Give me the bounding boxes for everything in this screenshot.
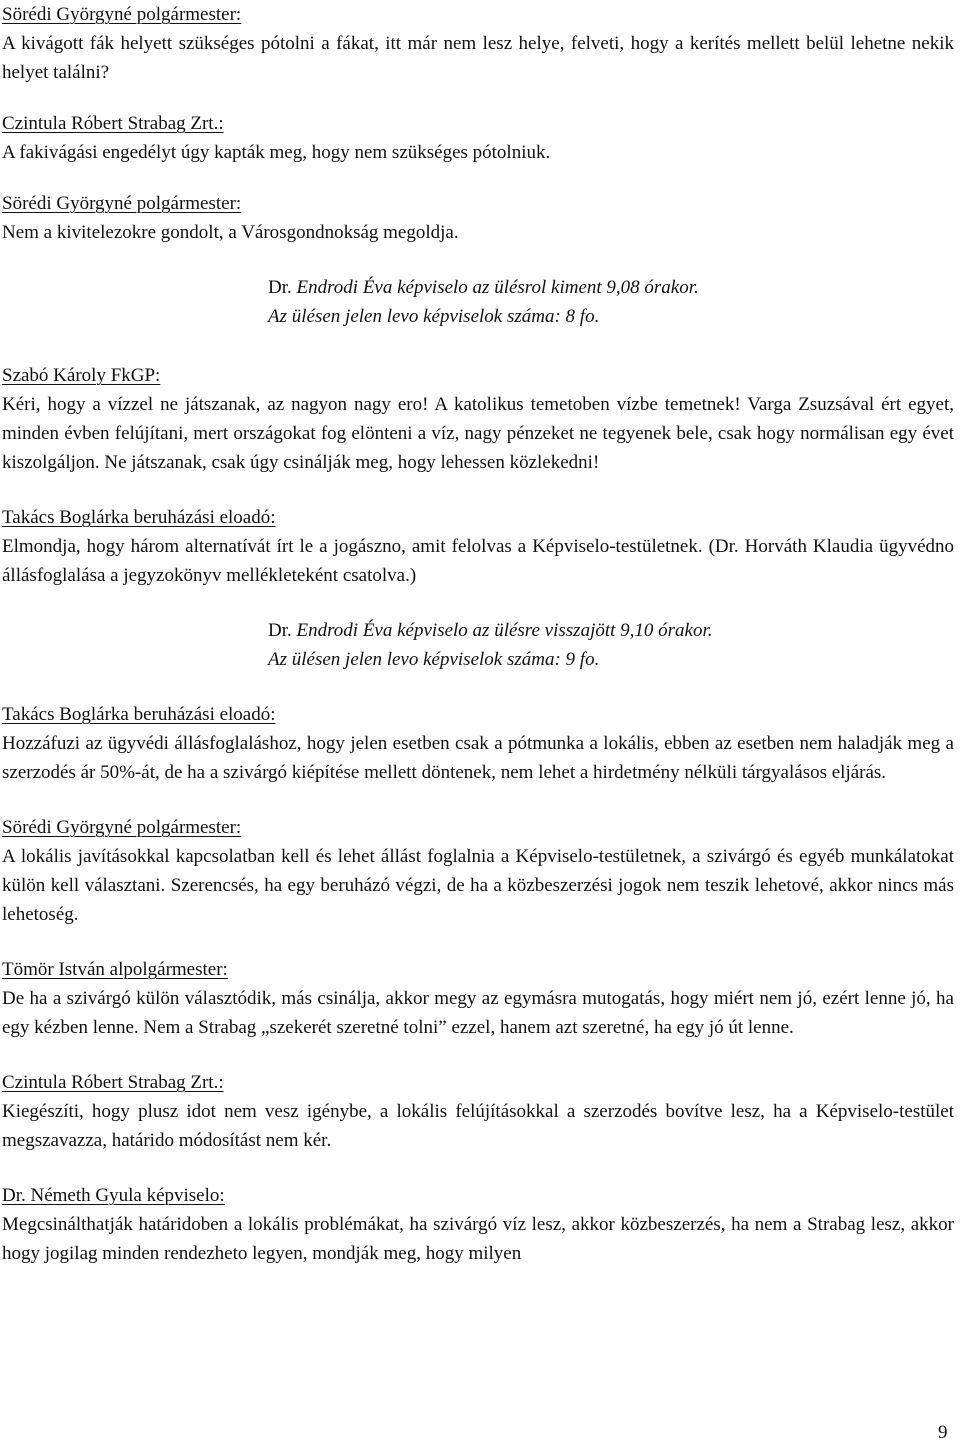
speech-block xyxy=(2,189,954,247)
note-line-return xyxy=(268,616,954,645)
speech-block xyxy=(2,955,954,1042)
document-body xyxy=(2,0,954,1268)
speaker-name: Dr. Németh Gyula képviselo: xyxy=(2,1185,225,1206)
speech-block xyxy=(2,1181,954,1268)
speech-block xyxy=(2,1068,954,1155)
speech-text: A lokális javításokkal kapcsolatban kell és lehet állást foglalnia a Képviselo-testületnek, a szivárgó és egyéb munkálatokat külön kell választani. Szerencsés, ha egy beruházó végzi, de ha a közbeszerzési jogok nem teszik lehetové, akkor nincs más lehetoség. xyxy=(2,846,954,925)
speech-text: Elmondja, hogy három alternatívát írt le a jogászno, amit felolvas a Képviselo-testületnek. (Dr. Horváth Klaudia ügyvédno állásfoglalása a jegyzokönyv mellékleteként csatolva.) xyxy=(2,536,954,586)
speech-text: A kivágott fák helyett szükséges pótolni a fákat, itt már nem lesz helye, felveti, hogy a kerítés mellett belül lehetne nekik helyet találni? xyxy=(2,33,954,83)
speech-block xyxy=(2,700,954,787)
note-prefix: Dr. xyxy=(268,277,292,298)
speaker-name: Czintula Róbert Strabag Zrt.: xyxy=(2,1072,224,1093)
page-number: 9 xyxy=(938,1422,948,1443)
note-text: Endrodi Éva képviselo az ülésre visszajött 9,10 órakor. xyxy=(296,620,713,641)
speaker-name: Szabó Károly FkGP: xyxy=(2,365,161,386)
speaker-name: Takács Boglárka beruházási eloadó: xyxy=(2,507,276,528)
speech-text: Nem a kivitelezokre gondolt, a Városgondnokság megoldja. xyxy=(2,222,459,243)
speaker-name: Czintula Róbert Strabag Zrt.: xyxy=(2,113,224,134)
speaker-name: Takács Boglárka beruházási eloadó: xyxy=(2,704,276,725)
speaker-name: Sörédi Györgyné polgármester: xyxy=(2,4,242,25)
speaker-name: Sörédi Györgyné polgármester: xyxy=(2,817,242,838)
attendance-note xyxy=(2,273,954,331)
note-text: Endrodi Éva képviselo az ülésrol kiment 9,08 órakor. xyxy=(296,277,699,298)
speaker-name: Tömör István alpolgármester: xyxy=(2,959,228,980)
speech-block xyxy=(2,503,954,590)
note-prefix: Dr. xyxy=(268,620,292,641)
speech-block xyxy=(2,0,954,87)
speech-block xyxy=(2,361,954,477)
speech-block xyxy=(2,813,954,929)
speech-text: Kiegészíti, hogy plusz idot nem vesz igénybe, a lokális felújításokkal a szerzodés bovítve lesz, ha a Képviselo-testület megszavazza, határido módosítást nem kér. xyxy=(2,1101,954,1151)
speech-text: A fakivágási engedélyt úgy kapták meg, hogy nem szükséges pótolniuk. xyxy=(2,142,551,163)
attendance-note xyxy=(2,616,954,674)
note-line-departure xyxy=(268,273,954,302)
speech-block xyxy=(2,109,954,167)
speech-text: Megcsinálthatják határidoben a lokális problémákat, ha szivárgó víz lesz, akkor közbeszerzés, ha nem a Strabag lesz, akkor hogy jogilag minden rendezheto legyen, mondják meg, hogy milyen xyxy=(2,1214,954,1264)
speaker-name: Sörédi Györgyné polgármester: xyxy=(2,193,242,214)
speech-text: Kéri, hogy a vízzel ne játszanak, az nagyon nagy ero! A katolikus temetoben vízbe temetnek! Varga Zsuzsával ért egyet, minden évben felújítani, mert országokat fog elönteni a víz, nagy pénzeket ne tegyenek bele, csak hogy normálisan egy évet kiszolgáljon. Ne játszanak, csak úgy csinálják meg, hogy lehessen közlekedni! xyxy=(2,394,954,473)
speech-text: Hozzáfuzi az ügyvédi állásfoglaláshoz, hogy jelen esetben csak a pótmunka a lokális, ebben az esetben nem haladják meg a szerzodés ár 50%-át, de ha a szivárgó kiépítése mellett döntenek, nem lehet a hirdetmény nélküli tárgyalásos eljárás. xyxy=(2,733,954,783)
speech-text: De ha a szivárgó külön választódik, más csinálja, akkor megy az egymásra mutogatás, hogy miért nem jó, ezért lenne jó, ha egy kézben lenne. Nem a Strabag „szekerét szeretné tolni” ezzel, hanem azt szeretné, ha egy jó út lenne. xyxy=(2,988,954,1038)
note-line-count: Az ülésen jelen levo képviselok száma: 8 fo. xyxy=(268,306,600,327)
note-line-count: Az ülésen jelen levo képviselok száma: 9 fo. xyxy=(268,649,600,670)
